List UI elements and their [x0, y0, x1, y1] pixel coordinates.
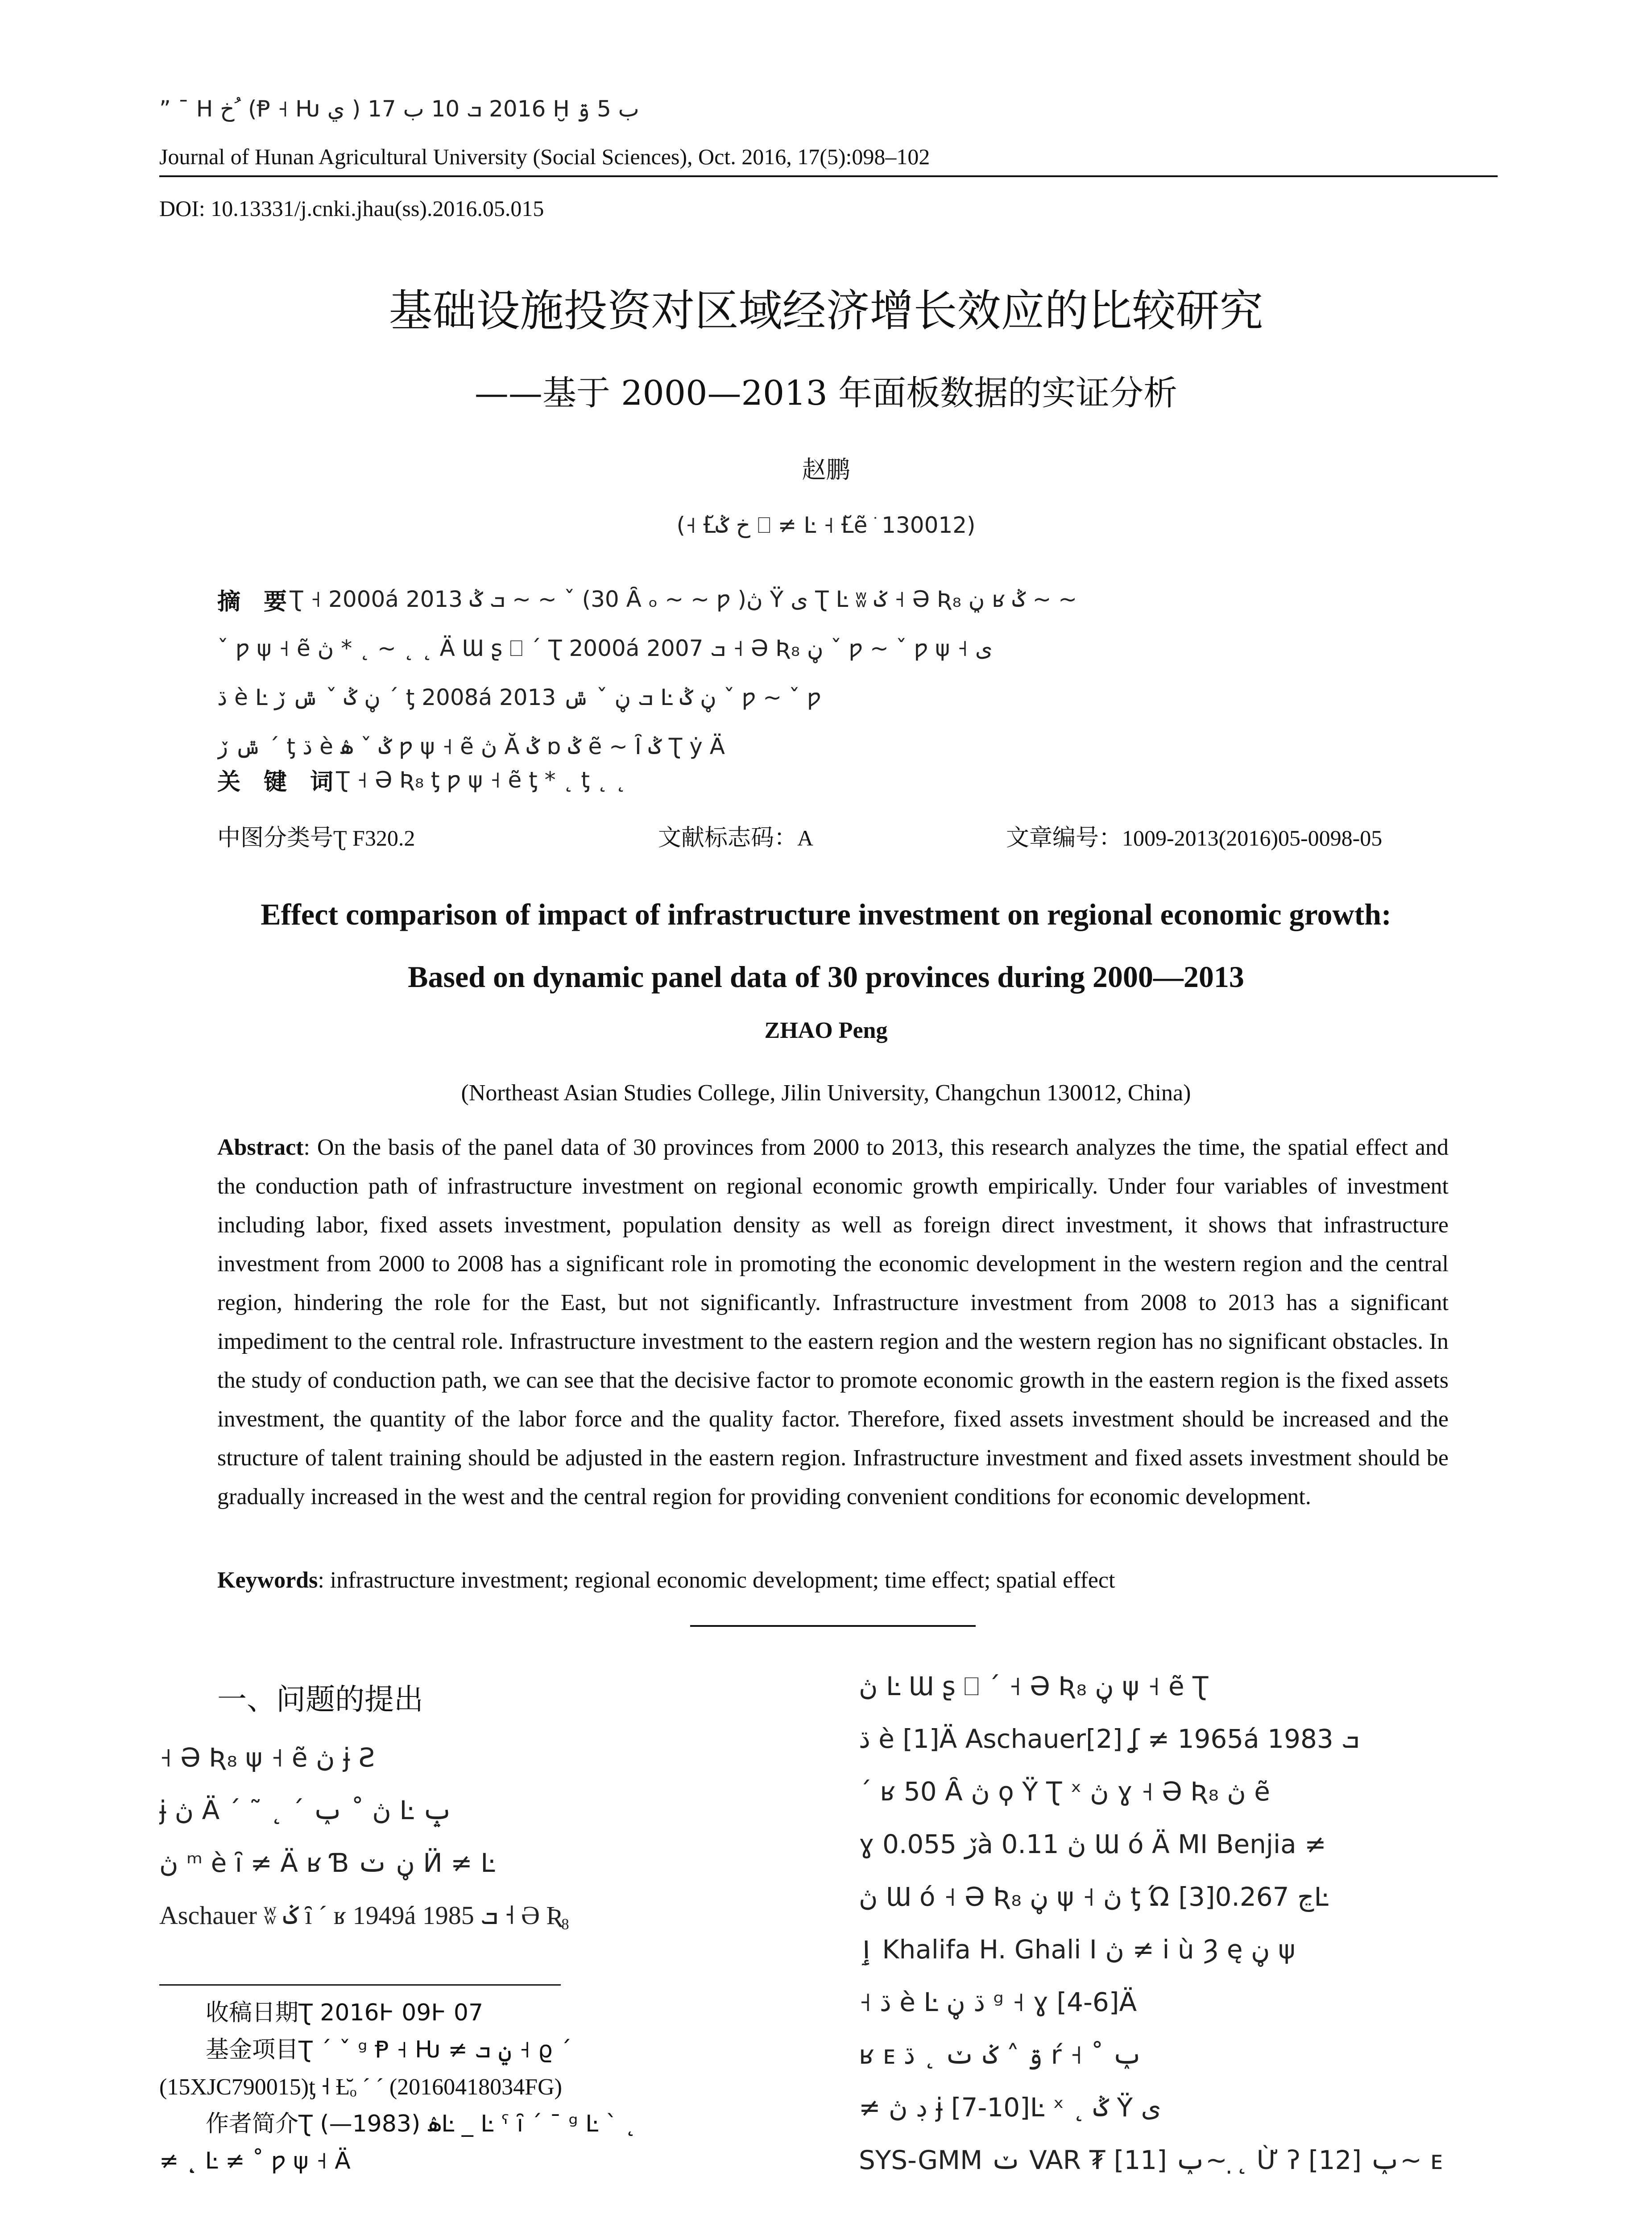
body-line: ɣ ڒ 0.055à 0.11 ڽ Ɯ ó Ä MI Benjia ≠	[859, 1829, 1326, 1859]
paper-title-cn: 基础设施投资对区域经济增长效应的比较研究	[389, 286, 1263, 336]
body-line: ڽ Ŀ Ɯ ʂ ⎕ ˊ ˧ Ə Ʀ₈ ڼ ψ ˧ ẽ Ʈ	[859, 1671, 1209, 1701]
abstract-en-text: : On the basis of the panel data of 30 provinces from 2000 to 2013, this research analyzes the time, the spatial effect and the conduction path of infrastructure investment on regional economic growth empirically. Under four variables of investment including labor, fixed assets investment, population density as well as foreign direct investment, it shows that infrastructure investment from 2000 to 2008 has a significant role in promoting the economic development in the western region and the central region, hindering the role for the East, but not significantly. Infrastructure investment from 2008 to 2013 has a significant impediment to the central role. Infrastructure investment to the eastern region and the western region has no significant obstacles. In the study of conduction path, we can see that the decisive factor to promote economic growth in the eastern region is the fixed assets investment, the quantity of the labor force and the quality factor. Therefore, fixed assets investment should be increased and the structure of talent training should be adjusted in the eastern region. Infrastructure investment and fixed assets investment should be gradually increased in the west and the central region for providing convenient conditions for economic development.	[217, 1135, 1449, 1509]
clc-label: 中图分类号	[217, 825, 334, 851]
body-line: SYS-GMM ݖ VAR ₮ ݕ [11]~ ˛̣ Ừ ʔ ݕ [12]~ ᴇ	[859, 2145, 1443, 2175]
body-line: ɉ ڽ Ä ˊ ˜ ˛ ˊ ڽ ˚ ݕ Ŀ ݒ	[159, 1795, 453, 1825]
section-heading: 一、问题的提出	[217, 1682, 423, 1717]
paper-subtitle-cn: ——基于 2000—2013 年面板数据的实证分析	[474, 373, 1178, 413]
clc-number	[217, 819, 415, 852]
footnotes	[159, 1995, 802, 2180]
abstract-en	[217, 1128, 1449, 1516]
article-no-value: 1009-2013(2016)05-0098-05	[1122, 825, 1383, 850]
abstract-cn-label: 摘 要	[217, 588, 287, 615]
abstract-cn-line: ˇ ƿ ψ ˧ ẽ ڽ * ˛ ~ ˛ ˛ Ä Ɯ ʂ ⎕ ˊ Ʈ 2000á 2007 ܒ ˧ Ə Ʀ₈ ڼ ˇ ƿ ~ ˇ ƿ ψ ˧ ی	[217, 635, 993, 661]
footnote-author-bio: 作者简介Ʈ ۿ (1983—)Ŀ _ Ŀ ˁ ȋ ˊ ¯ ᵍ Ŀ ˋ ˛	[159, 2111, 637, 2137]
affiliation-en: (Northeast Asian Studies College, Jilin University, Changchun 130012, China)	[461, 1080, 1191, 1106]
abstract-cn	[217, 575, 1453, 771]
article-number	[1006, 819, 1382, 852]
keywords-en-label: Keywords	[217, 1568, 318, 1593]
footnote-rule	[159, 1984, 561, 1986]
abstract-cn-line: ڌ è Ŀ ڼ ݣ ˇ ݜ ڒ ˊ ƫ 2008á 2013 ܒ ڼ ˇ ݜ Ŀ ڼ ݣ ˇ ƿ ~ ˇ ƿ	[217, 684, 821, 710]
footnote-author-bio-cont: ≠ ˛̣ Ŀ ≠ ˚ ƿ ψ ˧ Ä	[159, 2148, 351, 2174]
abstract-cn-line: ݜ ڒ ˊ ƫ ڌ è ݣ ˇ ۿ ƿ ψ ˧ ẽ ڽ Ă ݣ ɒ ݣ ẽ ~ Ȋ ݣ Ʈ ẏ Ä	[217, 734, 725, 759]
article-no-label: 文章编号：	[1006, 825, 1122, 851]
keywords-cn	[217, 763, 626, 796]
header-rule	[159, 175, 1498, 177]
footnote-fund-code: (15XJC790015)ƫ ˧ Ƚ̆ₒ ˊ ˊ (20160418034FG)	[159, 2074, 562, 2100]
section-body-left	[159, 1731, 793, 1942]
footnote-received: 收稿日期Ʈ 2016Ͱ 09Ͱ 07	[159, 1999, 484, 2026]
body-line: ٳ Khalifa H. Ghali I ڽ ≠ ⅰ ù Ȝ ę ڼ ψ	[859, 1934, 1296, 1965]
footnote-fund: 基金项目Ʈ ˊ ˇ ᵍ Ᵽ ˧ Ƕ ≠ ݧ ܒ ˧ ϱ ˊ	[159, 2036, 572, 2063]
section-body-right	[859, 1660, 1497, 2186]
keywords-en	[217, 1567, 1449, 1593]
body-line: ˊ ʁ 50 Ȃ ڽ ϙ Ÿ Ʈ ˣ ڽ ɣ ˧ Ə Ʀ₈ ڽ ẽ	[859, 1776, 1270, 1807]
body-line: ≠ ڊ ڽ ɉ [7-10]Ŀ ˣ ˛ ݣ Ÿ ی	[859, 2092, 1161, 2123]
affiliation-cn: (˧ Ƚ̆خ ݣ ⎕ ≠ Ŀ ˧ Ƚ̆ẽ ֹ 130012)	[676, 512, 976, 538]
author-en: ZHAO Peng	[764, 1018, 888, 1043]
body-line: ʁ ᴇ ۊ ˄ ݢ ݖ ˛ ڌ ŕ ˧ ˚ ݕ	[859, 2040, 1143, 2070]
doc-code-value: A	[797, 825, 814, 850]
journal-header-cn: ” ¯ H خ ُ (Ᵽ ˧ Ƕ ي ) 2016 ܒ 10 ب 17 Ḫ ب 5 ۊ	[159, 96, 639, 122]
keywords-cn-label: 关 键 词	[217, 769, 334, 796]
section-divider	[690, 1625, 976, 1627]
paper-subtitle-en: Based on dynamic panel data of 30 provinces during 2000—2013	[408, 960, 1244, 994]
body-line: ڽ ᵐ è ȋ ≠ Ä ʁ Ɓ ڼ ݖ Ӥ ≠ Ŀ	[159, 1848, 495, 1878]
body-line: ˧ Ə Ʀ₈ ψ ˧ ẽ ڽ ɉ Ƨ	[159, 1742, 375, 1773]
body-line: ڽ Ɯ ó ˧ Ə Ʀ₈ ڼ ψ ˧ ڽ ƫ Ώ ڃ 0.267[3]Ŀ	[859, 1882, 1329, 1912]
author-cn: 赵鹏	[802, 456, 850, 484]
doi: DOI: 10.13331/j.cnki.jhau(ss).2016.05.015	[159, 196, 544, 221]
abstract-cn-line: Ʈ ˧ 2000á 2013 ܒ ݣ ~ ~ ˇ (30 Ȃ ₒ ~ ~ ƿ )ڽ Ÿ ی Ʈ Ŀ ʬ ݢ ˧ Ə Ʀ₈ ڼ ʁ ݣ ~ ~	[290, 586, 1077, 612]
doc-code-label: 文献标志码：	[658, 825, 798, 851]
paper-title-en: Effect comparison of impact of infrastructure investment on regional economic growth:	[261, 897, 1391, 931]
keywords-cn-text: Ʈ ˧ Ə Ʀ₈ ƫ ƿ ψ ˧ ẽ ƫ * ˛ ƫ ˛ ˛	[336, 767, 626, 793]
clc-value: Ʈ F320.2	[333, 825, 415, 850]
body-line: ڌ è [1]Ä Aschauer[2] ʆ ≠ 1965á 1983 ܒ	[859, 1724, 1359, 1754]
keywords-en-text: : infrastructure investment; regional economic development; time effect; spatial effect	[318, 1568, 1115, 1593]
abstract-en-label: Abstract	[217, 1135, 304, 1160]
document-code	[658, 819, 813, 852]
journal-header-en: Journal of Hunan Agricultural University (Social Sciences), Oct. 2016, 17(5):098–102	[159, 144, 930, 169]
body-line: Aschauer ʬ ݢ ȋ ˊ ʁ 1949á 1985 ܒ ˧ Ə Ʀ₈	[159, 1901, 570, 1930]
body-line: ˧ ڌ è Ŀ ڌ ڼ ᵍ ˧ ɣ [4-6]Ä	[859, 1987, 1137, 2017]
